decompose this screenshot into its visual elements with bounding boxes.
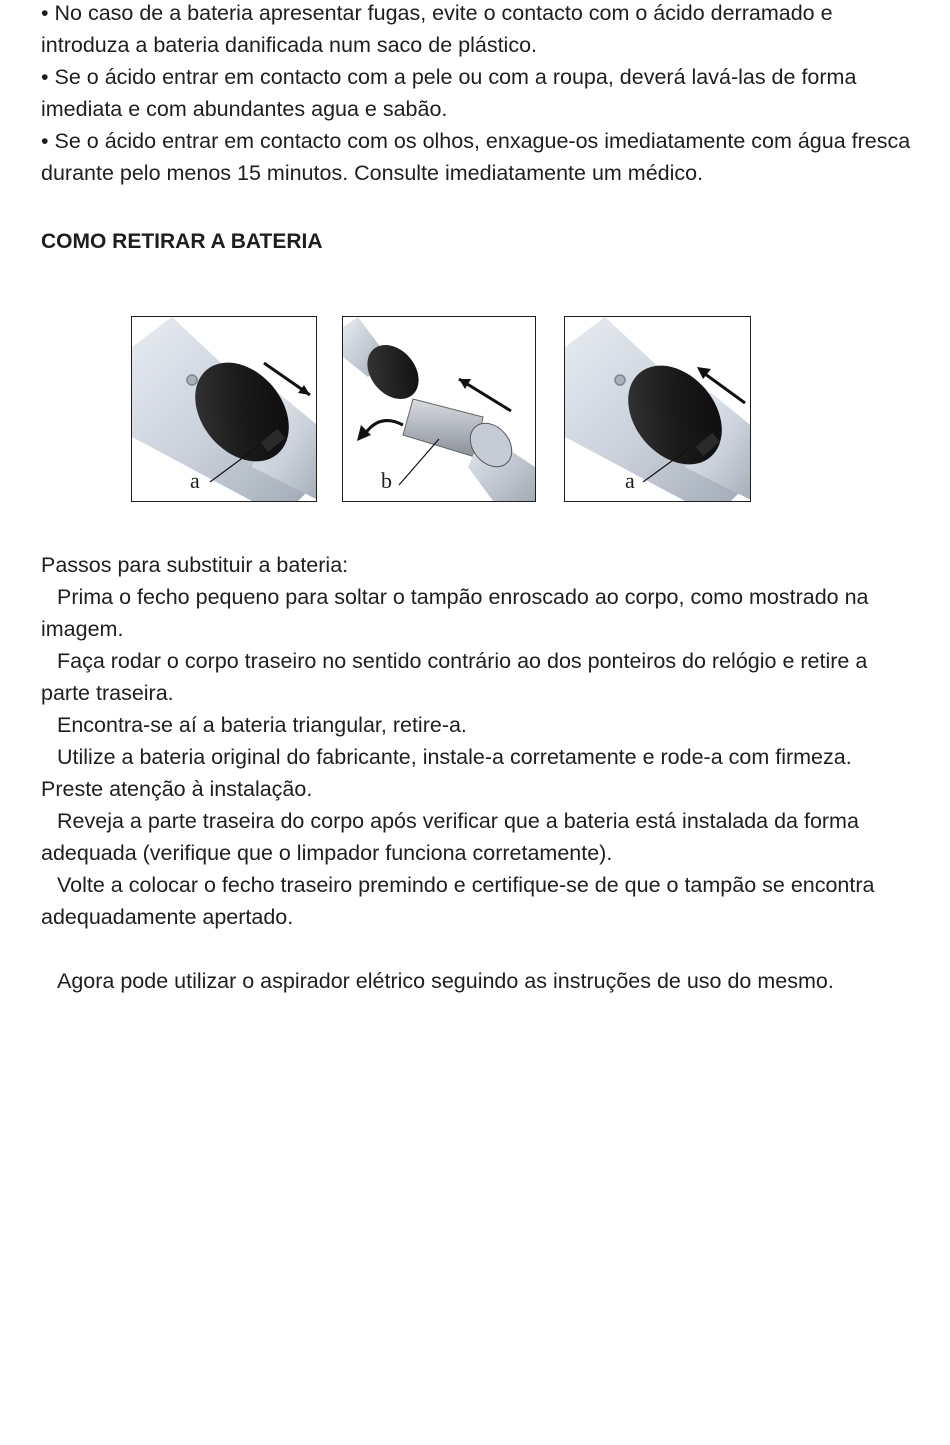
figure-refit-cap <box>564 316 751 502</box>
step-item: Prima o fecho pequeno para soltar o tampão enroscado ao corpo, como mostrado na imagem. <box>41 585 869 641</box>
vacuum-tube-illustration <box>565 317 750 501</box>
step-item: Encontra-se aí a bateria triangular, retire-a. <box>57 713 467 737</box>
vacuum-tube-illustration <box>132 317 316 501</box>
step-item: Faça rodar o corpo traseiro no sentido contrário ao dos ponteiros do relógio e retire a parte traseira. <box>41 649 868 705</box>
figure-label: a <box>190 468 200 493</box>
replacement-steps <box>41 549 911 997</box>
warning-item: • No caso de a bateria apresentar fugas, evite o contacto com o ácido derramado e introduza a bateria danificada num saco de plástico. <box>41 1 833 57</box>
step-item: Volte a colocar o fecho traseiro premindo e certifique-se de que o tampão se encontra adequadamente apertado. <box>41 873 875 929</box>
figure-release-latch <box>131 316 317 502</box>
warning-item: • Se o ácido entrar em contacto com os olhos, enxague-os imediatamente com água fresca durante pelo menos 15 minutos. Consulte imediatamente um médico. <box>41 129 911 185</box>
warning-item: • Se o ácido entrar em contacto com a pele ou com a roupa, deverá lavá-las de forma imediata e com abundantes agua e sabão. <box>41 65 857 121</box>
figure-remove-battery <box>342 316 536 502</box>
closing-note: Agora pode utilizar o aspirador elétrico seguindo as instruções de uso do mesmo. <box>57 969 834 993</box>
document-page <box>41 0 911 258</box>
steps-intro: Passos para substituir a bateria: <box>41 553 349 577</box>
battery-removal-illustration <box>343 317 535 501</box>
step-item: Utilize a bateria original do fabricante, instale-a corretamente e rode-a com firmeza. Preste atenção à instalação. <box>41 745 852 801</box>
figure-label: b <box>381 468 392 493</box>
figure-label: a <box>625 468 635 493</box>
warnings-list <box>41 0 911 189</box>
step-item: Reveja a parte traseira do corpo após verificar que a bateria está instalada da forma adequada (verifique que o limpador funciona corretamente). <box>41 809 859 865</box>
section-heading: COMO RETIRAR A BATERIA <box>41 230 323 253</box>
battery-removal-figures <box>131 316 751 502</box>
